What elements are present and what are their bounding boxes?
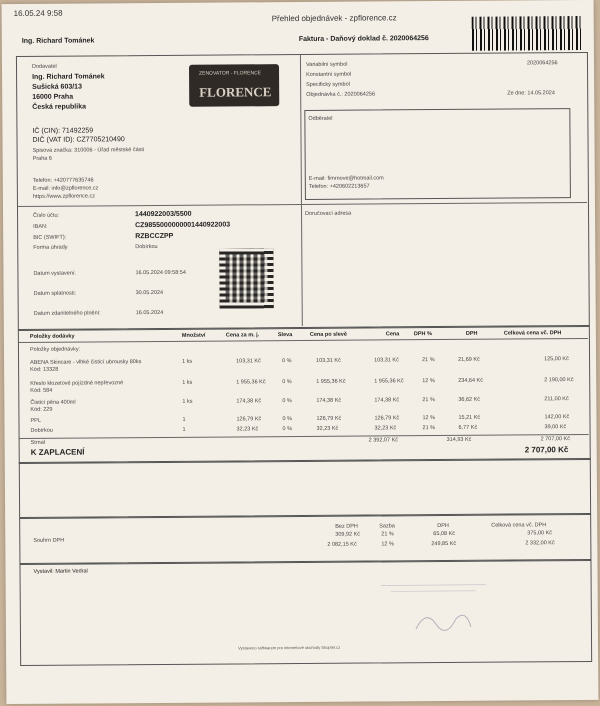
item-disc: 0 %: [282, 416, 292, 423]
header-name: Ing. Richard Tománek: [21, 37, 95, 45]
iban-value: CZ9855000000001440922003: [135, 221, 231, 230]
col-unit-price: Cena za m. j.: [225, 332, 260, 339]
item-price: 126,79 Kč: [374, 415, 400, 422]
item-name: ABENA Skincare - vlhké čisticí ubrousky 80ks: [30, 359, 142, 366]
item-after: 103,31 Kč: [316, 357, 341, 364]
issued-by: Vystavil: Martin Vedral: [33, 568, 88, 575]
item-disc: 0 %: [282, 379, 292, 386]
subtotal-price: 2 392,07 Kč: [368, 437, 398, 444]
vat-r2-base: 2 082,15 Kč: [327, 541, 357, 548]
item-total: 211,00 Kč: [544, 396, 569, 403]
supplier-ic: IČ (CIN): 71492259: [32, 127, 94, 135]
items-table: [18, 326, 591, 464]
item-unit: 32,23 Kč: [236, 426, 259, 433]
buyer-email: E-mail: fimrnove@hotmail.com: [308, 175, 384, 182]
logo-top-text: ZENOVATOR - FLORENCE: [199, 70, 262, 77]
item-total: 125,00 Kč: [544, 356, 569, 363]
vat-summary-label: Souhrn DPH: [33, 537, 65, 544]
item-qty: 1 ks: [182, 358, 193, 365]
col-vat-pct: DPH %: [413, 331, 432, 338]
item-price: 103,31 Kč: [374, 357, 399, 364]
supplier-label: Dodavatel: [31, 63, 57, 70]
company-stamp: [376, 579, 496, 640]
barcode: [472, 16, 582, 51]
buyer-label: Odběratel: [308, 115, 333, 122]
qr-code: [219, 248, 273, 308]
item-disc: 0 %: [282, 398, 292, 405]
item-price: 1 955,36 Kč: [374, 378, 404, 385]
item-after: 174,38 Kč: [316, 397, 342, 404]
supplier-registry: Spisová značka: 310006 - Úřad městské části: [32, 147, 145, 154]
item-code: Kód: 13328: [30, 366, 59, 373]
item-qty: 1 ks: [182, 398, 193, 405]
vat-col-total: Celková cena vč. DPH: [491, 522, 547, 529]
delivery-label: Doručovací adresa: [305, 210, 352, 217]
vat-col-base: Bez DPH: [335, 523, 358, 530]
iban-label: IBAN:: [33, 223, 48, 230]
item-qty: 1 ks: [182, 379, 193, 386]
const-symbol-label: Konstantní symbol: [306, 71, 352, 78]
vat-r2-vat: 249,85 Kč: [431, 540, 457, 548]
col-vat: DPH: [465, 330, 478, 337]
footer-note: Vystaveno softwarem pro internetové obchody Shoptet.cz: [238, 644, 341, 651]
florence-logo: [189, 64, 279, 107]
signature-icon: [376, 579, 496, 640]
vat-r1-total: 375,00 Kč: [527, 530, 553, 537]
col-total: Celková cena vč. DPH: [503, 330, 562, 337]
item-price: 32,23 Kč: [374, 425, 397, 432]
item-name: Čisticí pěna 400ml: [30, 399, 76, 406]
order-number: Objednávka č.: 2020064256: [306, 91, 376, 98]
col-items: Položky dodávky: [29, 333, 75, 340]
item-unit: 126,79 Kč: [236, 416, 262, 423]
item-unit: 174,38 Kč: [236, 398, 262, 405]
item-qty: 1: [182, 426, 186, 433]
spec-symbol-label: Specifický symbol: [306, 81, 350, 88]
item-total: 2 190,00 Kč: [544, 377, 574, 384]
print-title: Přehled objednávek - zpflorence.cz: [271, 13, 397, 24]
item-disc: 0 %: [282, 426, 293, 433]
item-total: 142,00 Kč: [544, 414, 570, 421]
due-value: 30.05.2024: [135, 289, 164, 297]
account-value: 1440922003/5500: [135, 210, 192, 219]
col-after-discount: Cena po slevě: [309, 331, 347, 338]
empty-box: [19, 458, 591, 518]
supplier-name: Ing. Richard Tománek: [32, 73, 105, 81]
payment-value: Dobírkou: [135, 243, 158, 251]
issued-value: 16.05.2024 09:58:54: [135, 269, 186, 277]
account-label: Číslo účtu:: [33, 212, 60, 219]
supplier-dic: DIČ (VAT ID): CZ7705210490: [32, 136, 125, 144]
subtotal-label: Strnal: [30, 439, 46, 446]
supplier-city: 16000 Praha: [32, 93, 74, 101]
order-date: Ze dne: 14.05.2024: [507, 90, 555, 97]
item-price: 174,38 Kč: [374, 397, 400, 404]
var-symbol-label: Variabilní symbol: [305, 61, 348, 68]
item-name: Dobírkou: [30, 427, 53, 434]
item-vat: 21,69 Kč: [458, 356, 480, 363]
vat-col-rate: Sazba: [379, 523, 395, 530]
vat-r1-vat: 65,08 Kč: [433, 530, 456, 538]
vat-r2-total: 2 332,00 Kč: [525, 540, 555, 547]
issued-label: Datum vystavení:: [33, 270, 76, 277]
item-unit: 1 955,36 Kč: [236, 379, 266, 386]
bic-label: BIC (SWIFT):: [33, 234, 67, 241]
logo-main-text: FLORENCE: [199, 84, 272, 100]
buyer-phone: Telefon: +420602213657: [308, 183, 370, 190]
item-code: Kód: 229: [30, 406, 53, 413]
item-code: Kód: 584: [30, 387, 53, 394]
invoice-page: [2, 0, 599, 704]
subtotal-total: 2 707,00 Kč: [540, 436, 570, 443]
subtotal-vat: 314,93 Kč: [446, 436, 472, 443]
supplier-street: Sušická 603/13: [32, 83, 82, 91]
supplier-email: E-mail: info@zpflorence.cz: [32, 185, 99, 192]
item-after: 126,79 Kč: [316, 415, 342, 422]
due-label: Datum splatnosti:: [33, 290, 77, 297]
item-vat: 36,62 Kč: [458, 396, 481, 403]
item-vat: 6,77 Kč: [458, 424, 478, 431]
col-discount: Sleva: [277, 332, 293, 339]
item-vat-pct: 21 %: [422, 425, 436, 432]
payment-label: Forma úhrady: [33, 244, 68, 251]
item-vat: 234,64 Kč: [458, 377, 484, 384]
item-vat-pct: 21 %: [422, 357, 435, 364]
item-name: Křeslo klozetové pojízdné nepřevozné: [30, 380, 124, 387]
item-after: 32,23 Kč: [316, 425, 339, 432]
supplier-registry2: Praha 6: [32, 155, 52, 162]
col-qty: Množství: [181, 332, 206, 339]
vat-r1-rate: 21 %: [381, 531, 394, 538]
vat-r1-base: 309,92 Kč: [335, 531, 361, 538]
item-name: PPL: [30, 417, 41, 424]
var-symbol-value: 2020064256: [526, 60, 558, 67]
taxable-value: 16.05.2024: [135, 309, 164, 317]
supplier-phone: Telefon: +420777635746: [32, 177, 94, 184]
item-vat-pct: 12 %: [422, 415, 436, 422]
supplier-web: https://www.zpflorence.cz: [32, 193, 95, 200]
item-total: 39,00 Kč: [544, 424, 567, 431]
taxable-label: Datum zdanitelného plnění:: [33, 310, 101, 317]
supplier-country: Česká republika: [32, 103, 87, 111]
item-after: 1 955,36 Kč: [316, 378, 346, 385]
col-price: Cena: [385, 331, 400, 338]
footer-box: [19, 560, 592, 666]
item-vat: 15,21 Kč: [458, 414, 481, 421]
item-disc: 0 %: [282, 358, 292, 365]
pay-label: K ZAPLACENÍ: [30, 447, 85, 457]
vat-r2-rate: 12 %: [381, 541, 394, 548]
item-unit: 103,31 Kč: [236, 358, 261, 365]
item-vat-pct: 12 %: [422, 378, 435, 385]
pay-total: 2 707,00 Kč: [524, 445, 569, 455]
bic-value: RZBCCZPP: [135, 232, 174, 241]
vat-col-vat: DPH: [437, 522, 449, 530]
document-title: Faktura - Daňový doklad č. 2020064256: [298, 35, 429, 44]
vat-summary-box: [19, 514, 591, 564]
item-vat-pct: 21 %: [422, 397, 435, 404]
item-qty: 1: [182, 416, 186, 423]
items-group-label: Položky objednávky:: [29, 346, 81, 353]
print-datetime: 16.05.24 9:58: [13, 8, 63, 18]
